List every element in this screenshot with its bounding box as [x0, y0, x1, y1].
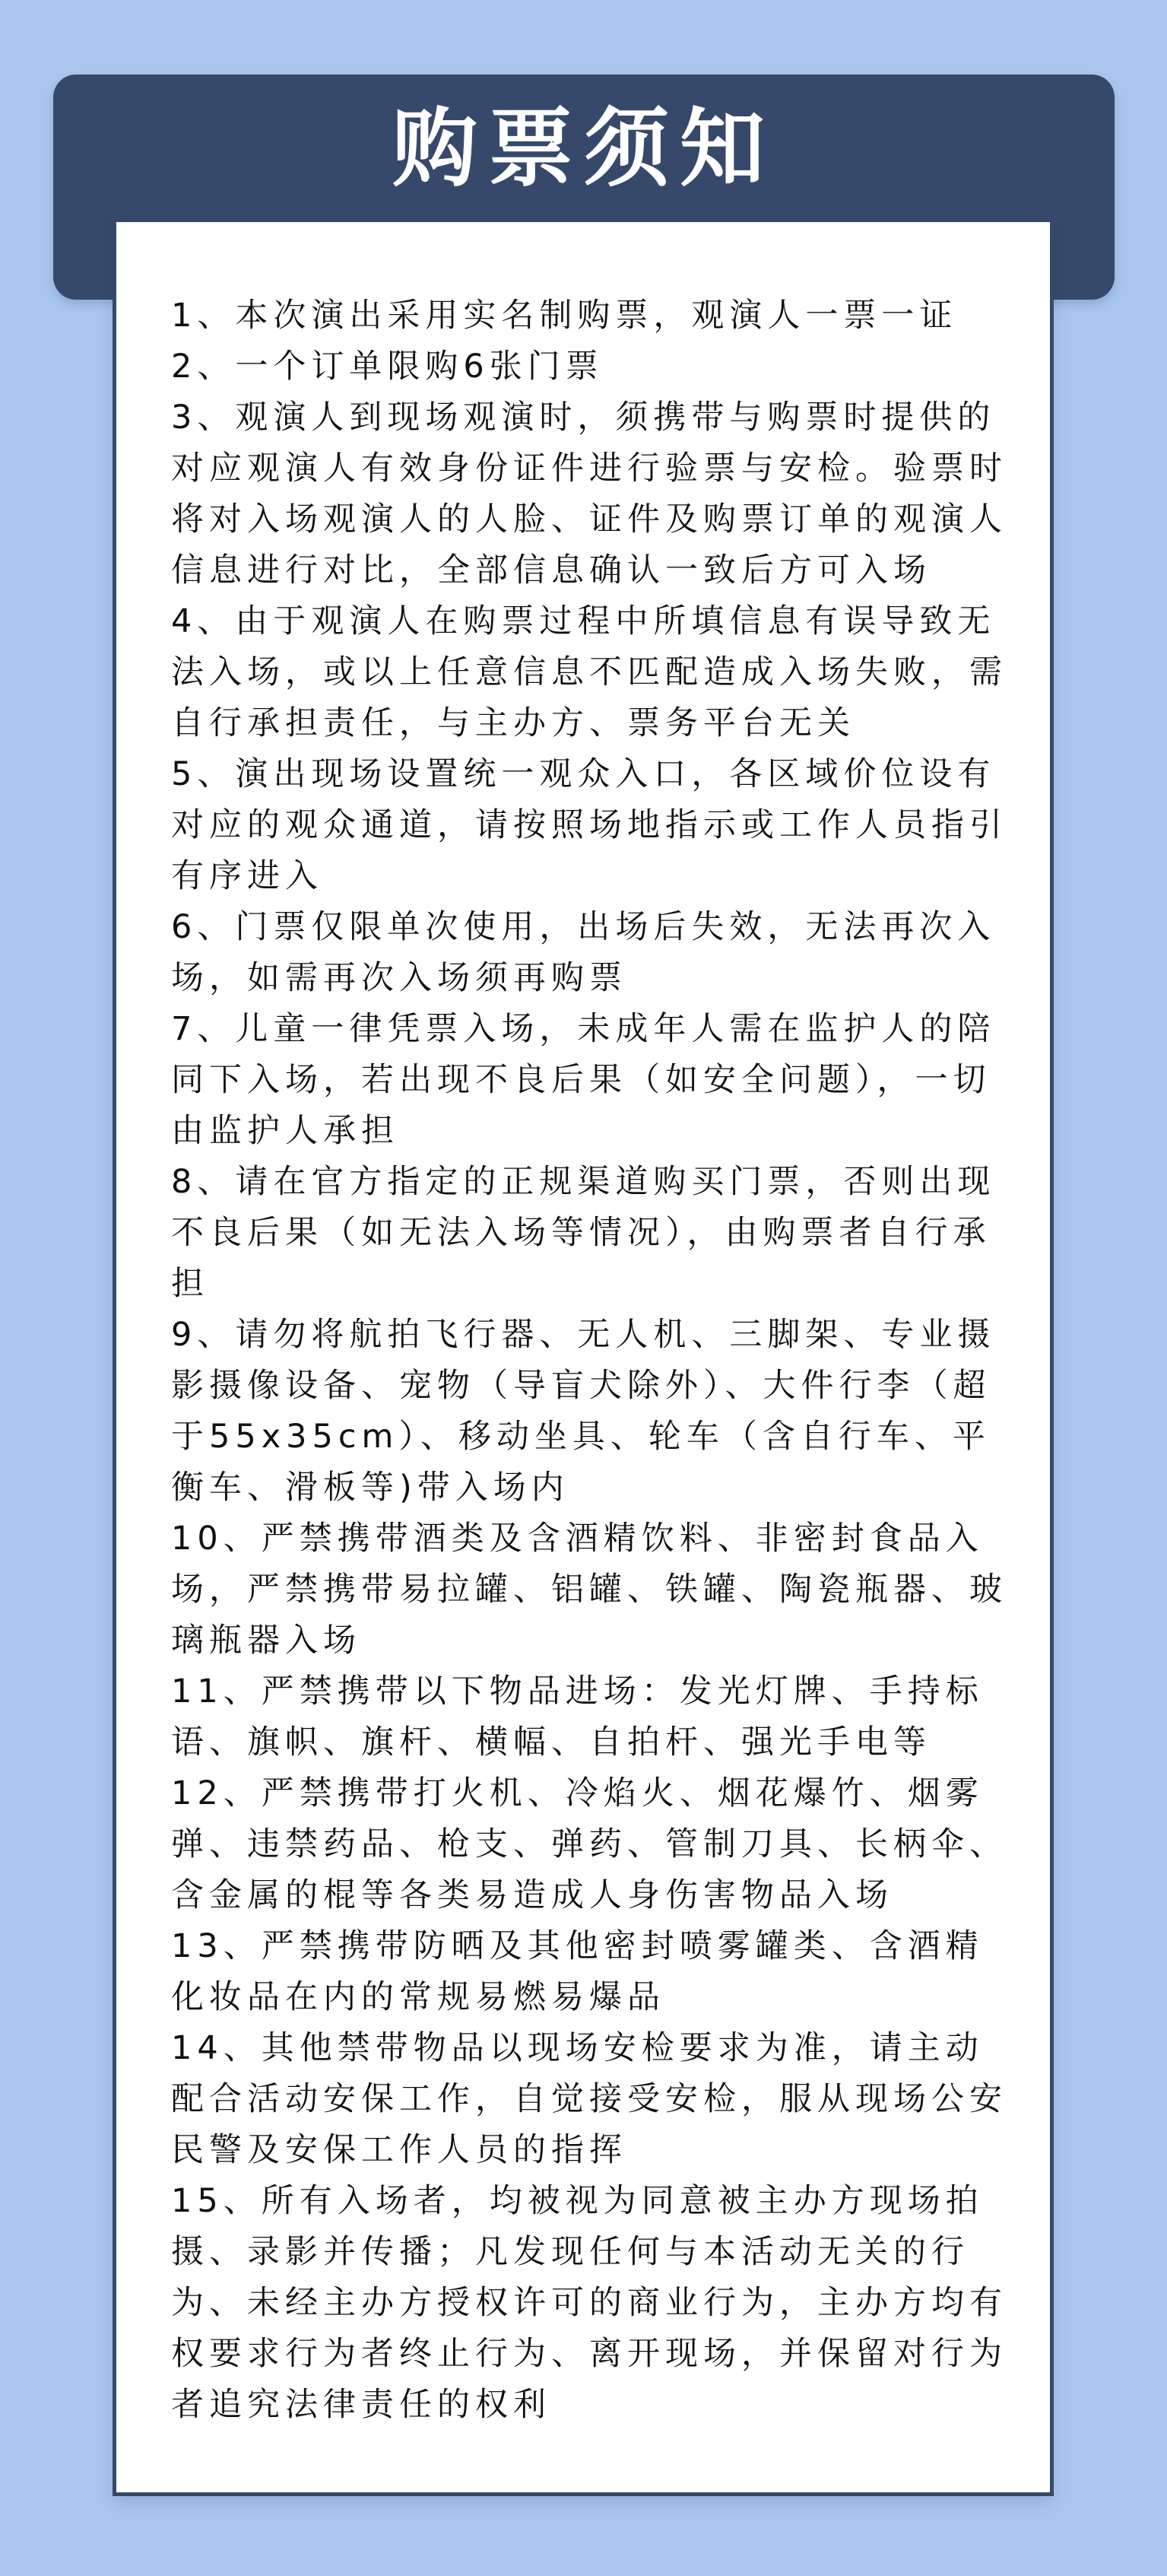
notice-item-9: 9、请勿将航拍飞行器、无人机、三脚架、专业摄影摄像设备、宠物（导盲犬除外）、大件行李（超于55x35cm）、移动坐具、轮车（含自行车、平衡车、滑板等)带入场内 — [171, 1316, 996, 1507]
notice-item-12: 12、严禁携带打火机、冷焰火、烟花爆竹、烟雾弹、违禁药品、枪支、弹药、管制刀具、长柄伞、含金属的棍等各类易造成人身伤害物品入场 — [171, 1774, 1007, 1914]
notice-item-13: 13、严禁携带防晒及其他密封喷雾罐类、含酒精化妆品在内的常规易燃易爆品 — [171, 1927, 984, 2016]
notice-item-8: 8、请在官方指定的正规渠道购买门票，否则出现不良后果（如无法入场等情况），由购票者自行承担 — [171, 1163, 996, 1303]
page-title: 购票须知 — [392, 100, 775, 199]
notice-item-2: 2、一个订单限购6张门票 — [171, 348, 604, 386]
notice-list — [171, 291, 1007, 2431]
notice-item-14: 14、其他禁带物品以现场安检要求为准，请主动配合活动安保工作，自觉接受安检，服从现场公安民警及安保工作人员的指挥 — [171, 2029, 1007, 2169]
notice-item-3: 3、观演人到现场观演时，须携带与购票时提供的对应观演人有效身份证件进行验票与安检。验票时将对入场观演人的人脸、证件及购票订单的观演人信息进行对比，全部信息确认一致后方可入场 — [171, 399, 1007, 589]
notice-item-5: 5、演出现场设置统一观众入口，各区域价位设有对应的观众通道，请按照场地指示或工作人员指引有序进入 — [171, 755, 1007, 895]
notice-item-15: 15、所有入场者，均被视为同意被主办方现场拍摄、录影并传播；凡发现任何与本活动无关的行为、未经主办方授权许可的商业行为，主办方均有权要求行为者终止行为、离开现场，并保留对行为者追究法律责任的权利 — [171, 2182, 1007, 2424]
notice-item-7: 7、儿童一律凭票入场，未成年人需在监护人的陪同下入场，若出现不良后果（如安全问题），一切由监护人承担 — [171, 1010, 996, 1150]
notice-item-10: 10、严禁携带酒类及含酒精饮料、非密封食品入场，严禁携带易拉罐、铝罐、铁罐、陶瓷瓶器、玻璃瓶器入场 — [171, 1520, 1007, 1660]
notice-item-11: 11、严禁携带以下物品进场：发光灯牌、手持标语、旗帜、旗杆、横幅、自拍杆、强光手电等 — [171, 1672, 984, 1761]
notice-item-6: 6、门票仅限单次使用，出场后失效，无法再次入场，如需再次入场须再购票 — [171, 908, 996, 997]
notice-panel — [113, 222, 1054, 2496]
notice-item-4: 4、由于观演人在购票过程中所填信息有误导致无法入场，或以上任意信息不匹配造成入场失败，需自行承担责任，与主办方、票务平台无关 — [171, 602, 1007, 742]
notice-item-1: 1、本次演出采用实名制购票，观演人一票一证 — [171, 297, 958, 335]
